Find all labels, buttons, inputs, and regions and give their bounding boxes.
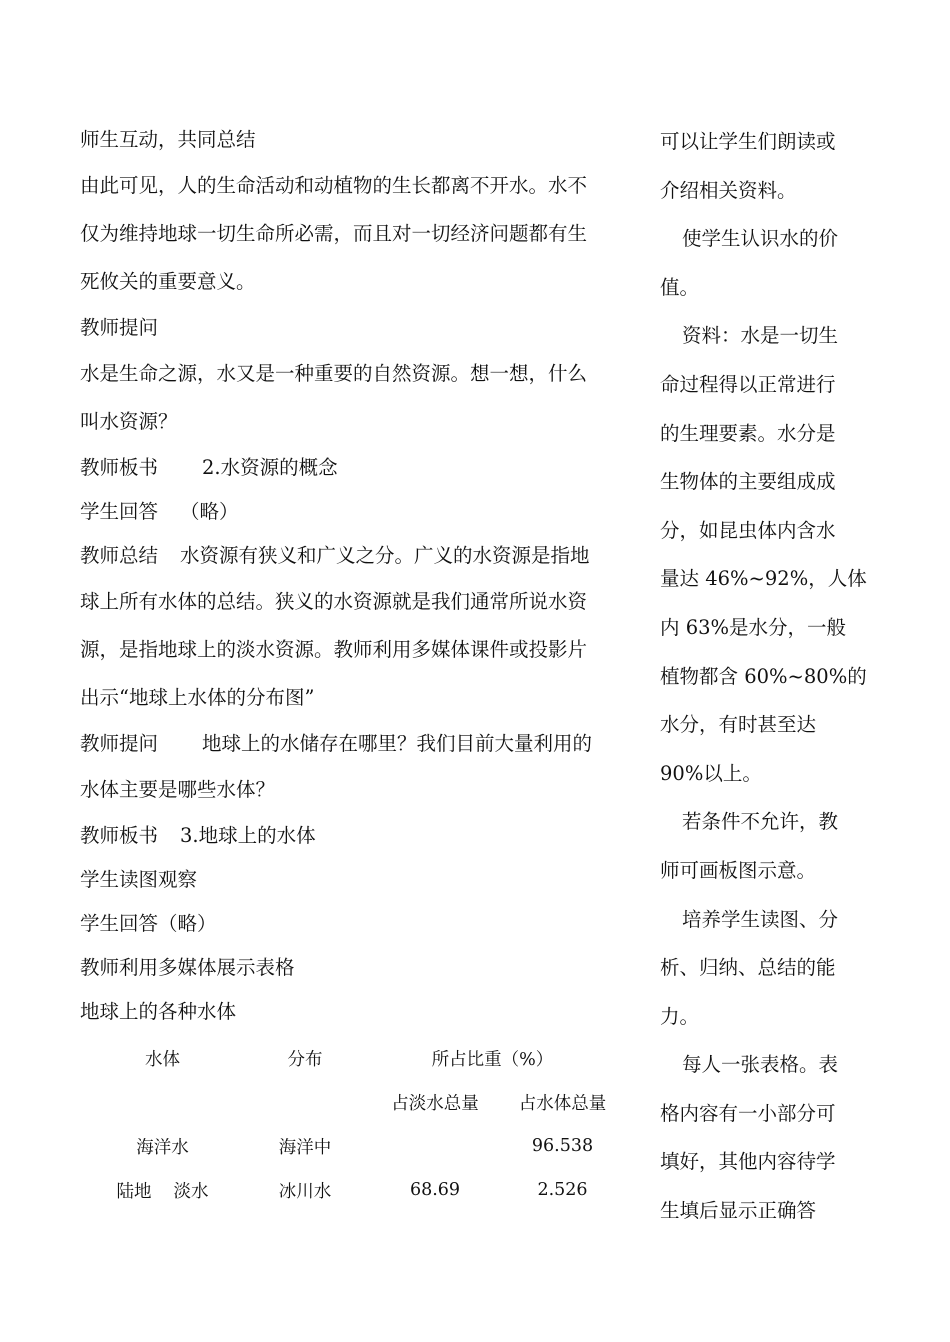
question-text: 地球上的水储存在哪里？我们目前大量利用的 xyxy=(202,732,593,755)
answer-text: （略） xyxy=(180,500,239,523)
table-cell: 96.538 xyxy=(531,1136,594,1156)
main-line: 死攸关的重要意义。 xyxy=(80,270,256,293)
role-label: 教师板书 xyxy=(80,456,159,479)
table-cell xyxy=(365,1124,505,1168)
summary-text: 水资源有狭义和广义之分。广义的水资源是指地 xyxy=(180,544,590,567)
board-heading: 2.水资源的概念 xyxy=(202,456,338,479)
header-cell: 水体 xyxy=(145,1049,180,1070)
note-line: 格内容有一小部分可 xyxy=(660,1101,836,1125)
note-line: 生物体的主要组成成 xyxy=(660,470,836,494)
subheader-cell: 占水体总量 xyxy=(518,1093,607,1114)
table-cell: 68.69 xyxy=(409,1180,461,1200)
note-line: 植物都含 60%~80%的 xyxy=(660,664,867,688)
role-label: 教师板书 xyxy=(80,824,159,847)
main-line: 学生回答（略） xyxy=(80,912,217,935)
teaching-notes-column xyxy=(660,118,885,1236)
main-line: 由此可见，人的生命活动和动植物的生长都离不开水。水不 xyxy=(80,174,588,197)
main-line: 仅为维持地球一切生命所必需，而且对一切经济问题都有生 xyxy=(80,222,588,245)
table-cell: 冰川水 xyxy=(278,1181,332,1202)
note-line: 的生理要素。水分是 xyxy=(660,421,836,445)
main-line: 出示“地球上水体的分布图” xyxy=(80,686,315,709)
main-line: 水是生命之源，水又是一种重要的自然资源。想一想，什么 xyxy=(80,362,588,385)
table-cell: 海洋水 xyxy=(136,1137,189,1158)
board-heading: 3.地球上的水体 xyxy=(180,824,316,847)
lesson-main-column xyxy=(80,118,648,1034)
note-line: 每人一张表格。表 xyxy=(682,1053,839,1077)
note-line: 使学生认识水的价 xyxy=(682,227,839,251)
role-label: 学生回答 xyxy=(80,500,159,523)
table-cell: 2.526 xyxy=(537,1180,588,1200)
note-line: 师可画板图示意。 xyxy=(660,858,817,882)
main-line: 教师提问 xyxy=(80,316,159,339)
note-line: 填好，其他内容待学 xyxy=(660,1150,836,1174)
note-line: 析、归纳、总结的能 xyxy=(660,956,836,980)
main-line: 教师利用多媒体展示表格 xyxy=(80,956,295,979)
table-subheader-row xyxy=(80,1080,620,1124)
note-line: 90%以上。 xyxy=(660,761,762,785)
main-line xyxy=(80,722,648,766)
role-label: 教师总结 xyxy=(80,544,159,567)
table-cell: 海洋中 xyxy=(278,1137,332,1158)
main-line: 师生互动，共同总结 xyxy=(80,128,256,151)
header-cell: 分布 xyxy=(287,1049,323,1070)
main-line: 叫水资源？ xyxy=(80,410,178,433)
water-bodies-table xyxy=(80,1036,620,1212)
note-line: 资料：水是一切生 xyxy=(682,324,839,348)
main-line: 源，是指地球上的淡水资源。教师利用多媒体课件或投影片 xyxy=(80,638,588,661)
note-line: 生填后显示正确答 xyxy=(660,1199,817,1223)
main-line xyxy=(80,814,648,858)
table-header-row xyxy=(80,1036,620,1080)
note-line: 分，如昆虫体内含水 xyxy=(660,518,836,542)
main-line: 水体主要是哪些水体？ xyxy=(80,778,276,801)
note-line: 力。 xyxy=(660,1004,700,1028)
note-line: 量达 46%~92%，人体 xyxy=(660,567,867,591)
header-cell: 所占比重（%） xyxy=(431,1049,554,1070)
main-line: 球上所有水体的总结。狭义的水资源就是我们通常所说水资 xyxy=(80,590,588,613)
note-line: 水分，有时甚至达 xyxy=(660,713,817,737)
subheader-cell: 占淡水总量 xyxy=(391,1093,479,1114)
note-line: 培养学生读图、分 xyxy=(682,907,839,931)
main-line: 学生读图观察 xyxy=(80,868,198,891)
note-line: 命过程得以正常进行 xyxy=(660,372,836,396)
main-line xyxy=(80,534,648,578)
main-line xyxy=(80,490,648,534)
table-caption: 地球上的各种水体 xyxy=(80,1000,237,1023)
table-row xyxy=(80,1168,620,1212)
note-line: 可以让学生们朗读或 xyxy=(660,130,836,153)
main-line xyxy=(80,446,648,490)
note-line: 内 63%是水分，一般 xyxy=(660,615,847,639)
table-row xyxy=(80,1124,620,1168)
note-line: 介绍相关资料。 xyxy=(660,178,797,202)
table-cell: 陆地 淡水 xyxy=(116,1181,209,1202)
note-line: 若条件不允许，教 xyxy=(682,810,839,834)
note-line: 值。 xyxy=(660,275,700,299)
role-label: 教师提问 xyxy=(80,732,159,755)
